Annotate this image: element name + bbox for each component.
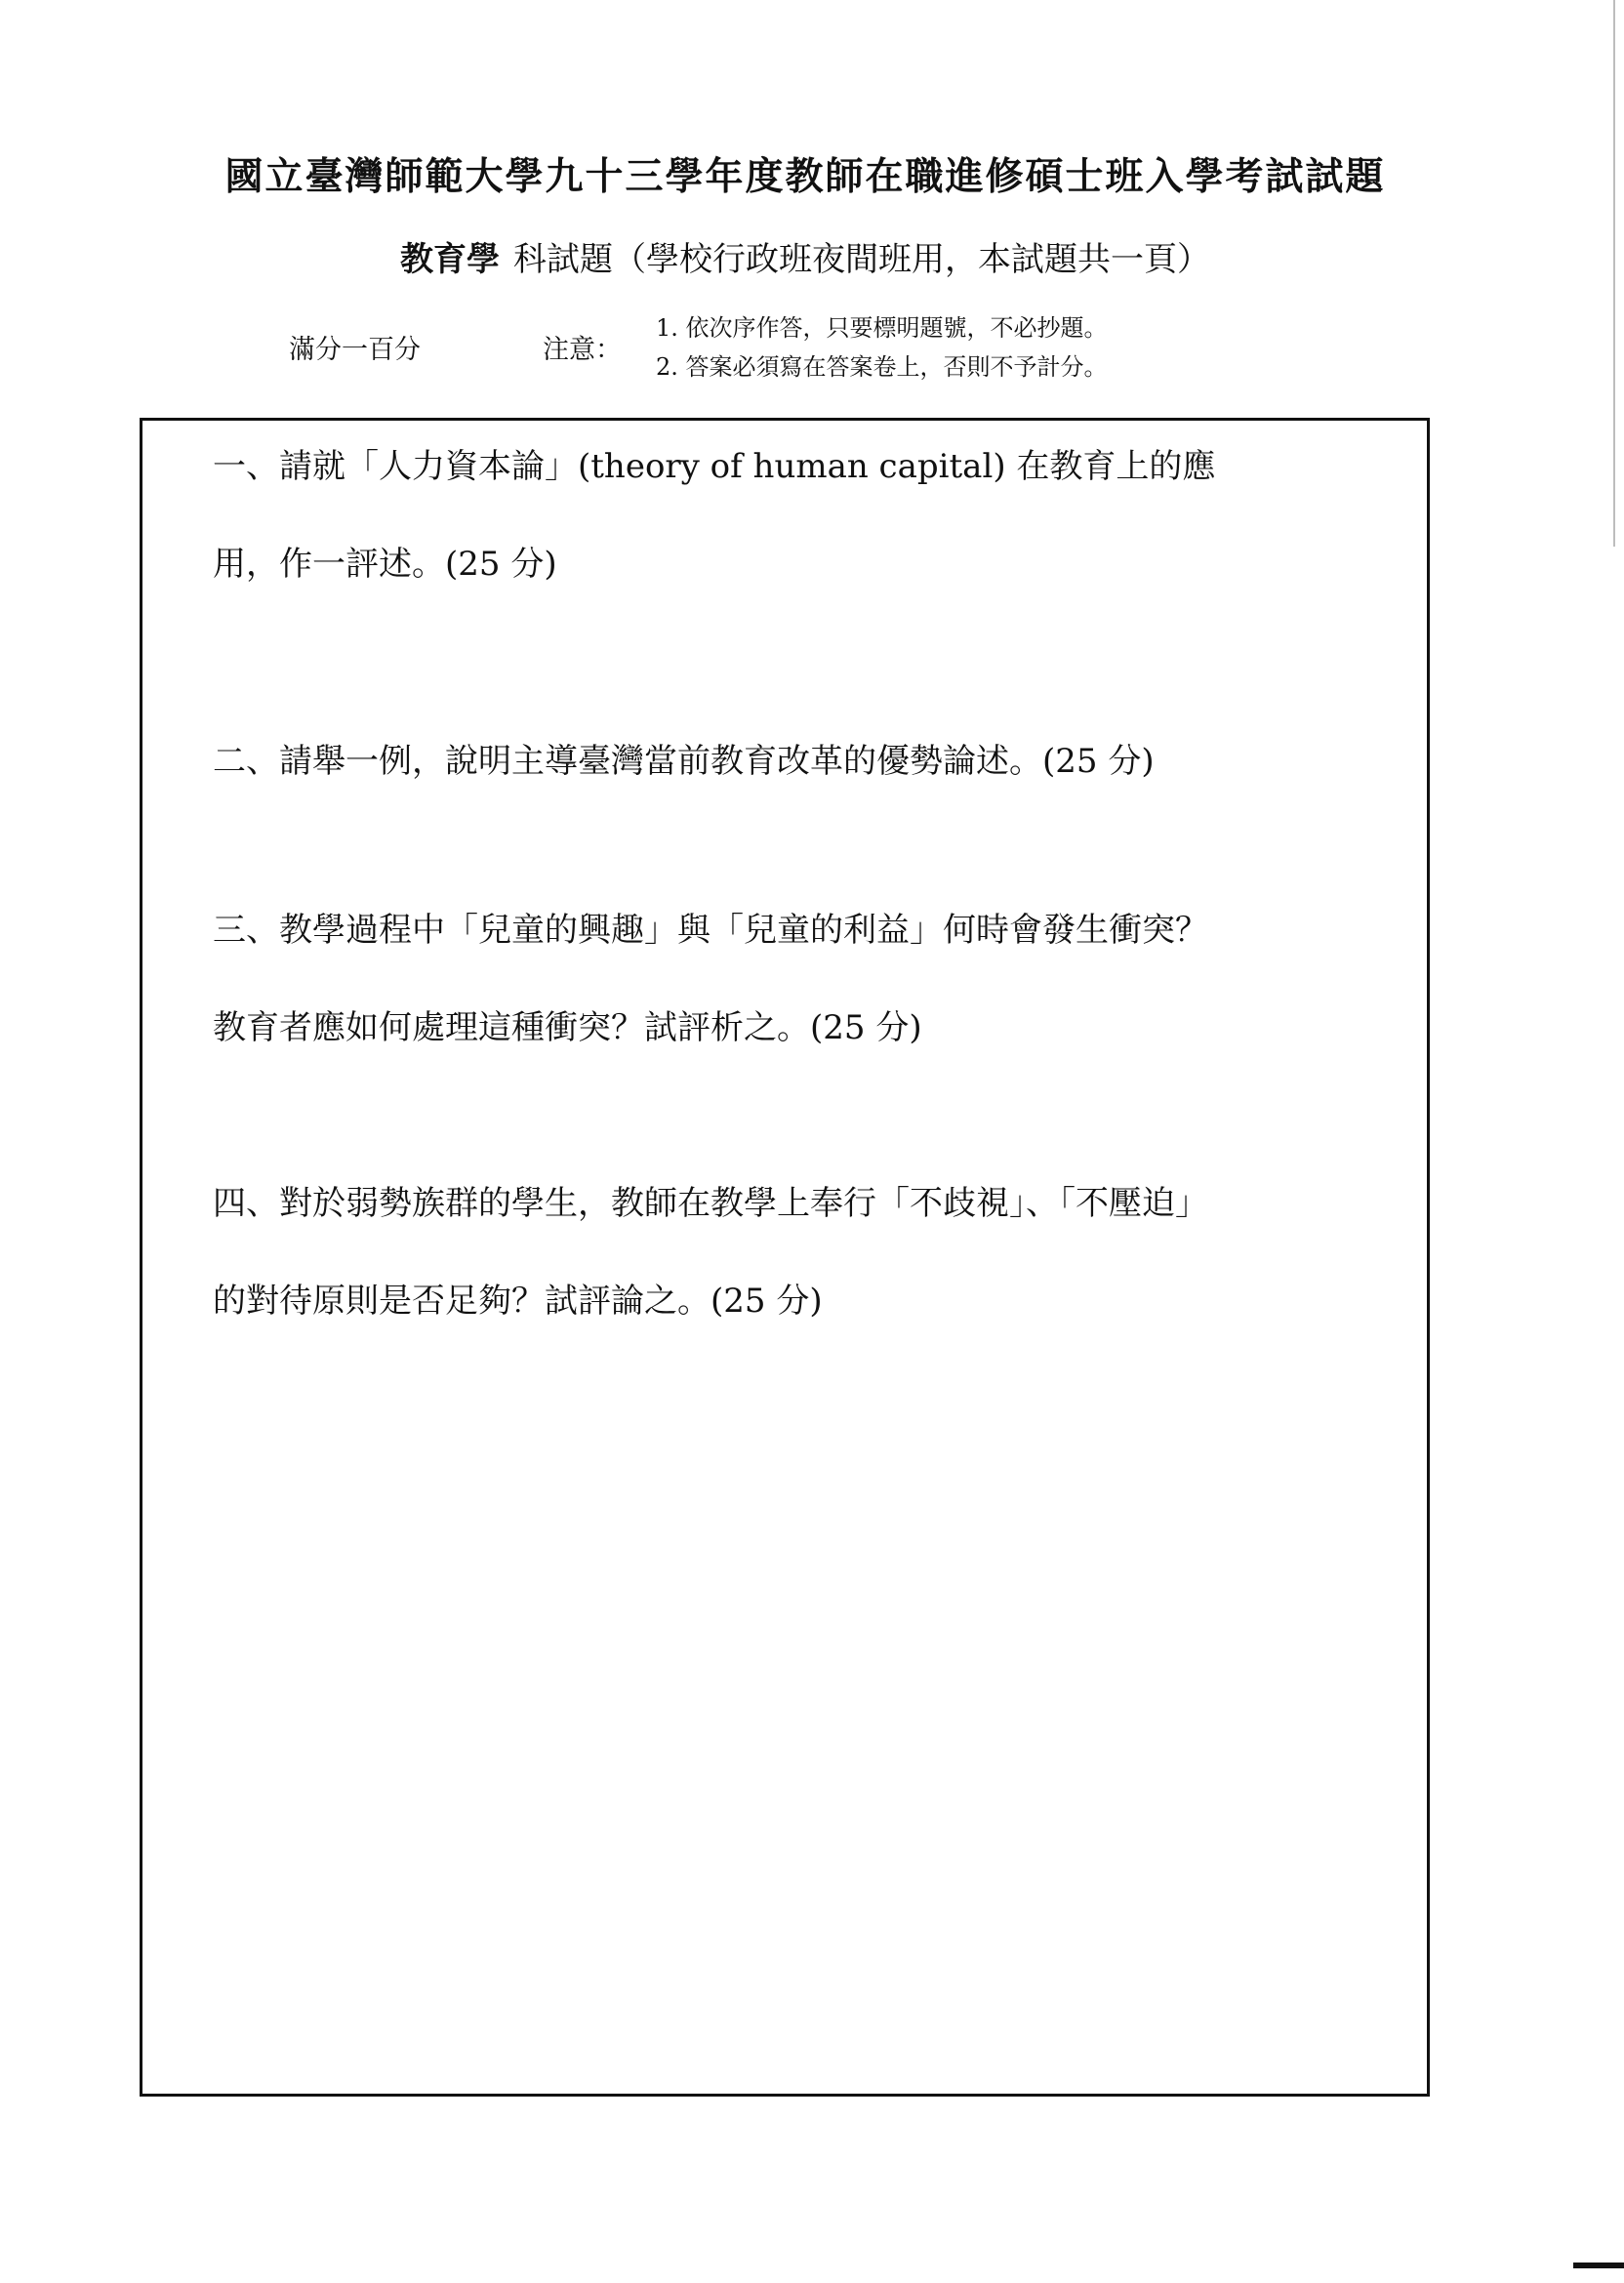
question-3	[213, 881, 1208, 1077]
notice-item-2: 2. 答案必須寫在答案卷上，否則不予計分。	[656, 353, 1108, 381]
subject-name: 教育學	[400, 240, 500, 279]
scan-corner-mark	[1573, 2263, 1624, 2268]
full-score-label: 滿分一百分	[289, 335, 421, 365]
question-1	[213, 418, 1215, 613]
notice-list	[656, 308, 1108, 387]
exam-subtitle	[0, 232, 1610, 280]
question-4	[213, 1155, 1208, 1350]
notice-label: 注意：	[543, 335, 622, 365]
question-2-line-1: 二、請舉一例，說明主導臺灣當前教育改革的優勢論述。(25 分)	[213, 742, 1155, 781]
question-4-line-2: 的對待原則是否足夠？試評論之。(25 分)	[213, 1282, 823, 1321]
question-3-line-2: 教育者應如何處理這種衝突？試評析之。(25 分)	[213, 1008, 922, 1047]
exam-title: 國立臺灣師範大學九十三學年度教師在職進修碩士班入學考試試題	[224, 154, 1386, 199]
question-1-line-2: 用，作一評述。(25 分)	[213, 545, 557, 584]
question-1-line-1: 一、請就「人力資本論」(theory of human capital) 在教育上的應	[213, 447, 1216, 486]
notice-item-1: 1. 依次序作答，只要標明題號，不必抄題。	[656, 314, 1108, 342]
scan-edge-line	[1613, 0, 1615, 547]
question-2	[213, 713, 1155, 810]
subtitle-rest: 科試題（學校行政班夜間班用，本試題共一頁）	[513, 240, 1210, 279]
question-4-line-1: 四、對於弱勢族群的學生，教師在教學上奉行「不歧視」、「不壓迫」	[213, 1184, 1208, 1223]
question-3-line-1: 三、教學過程中「兒童的興趣」與「兒童的利益」何時會發生衝突？	[213, 911, 1208, 950]
